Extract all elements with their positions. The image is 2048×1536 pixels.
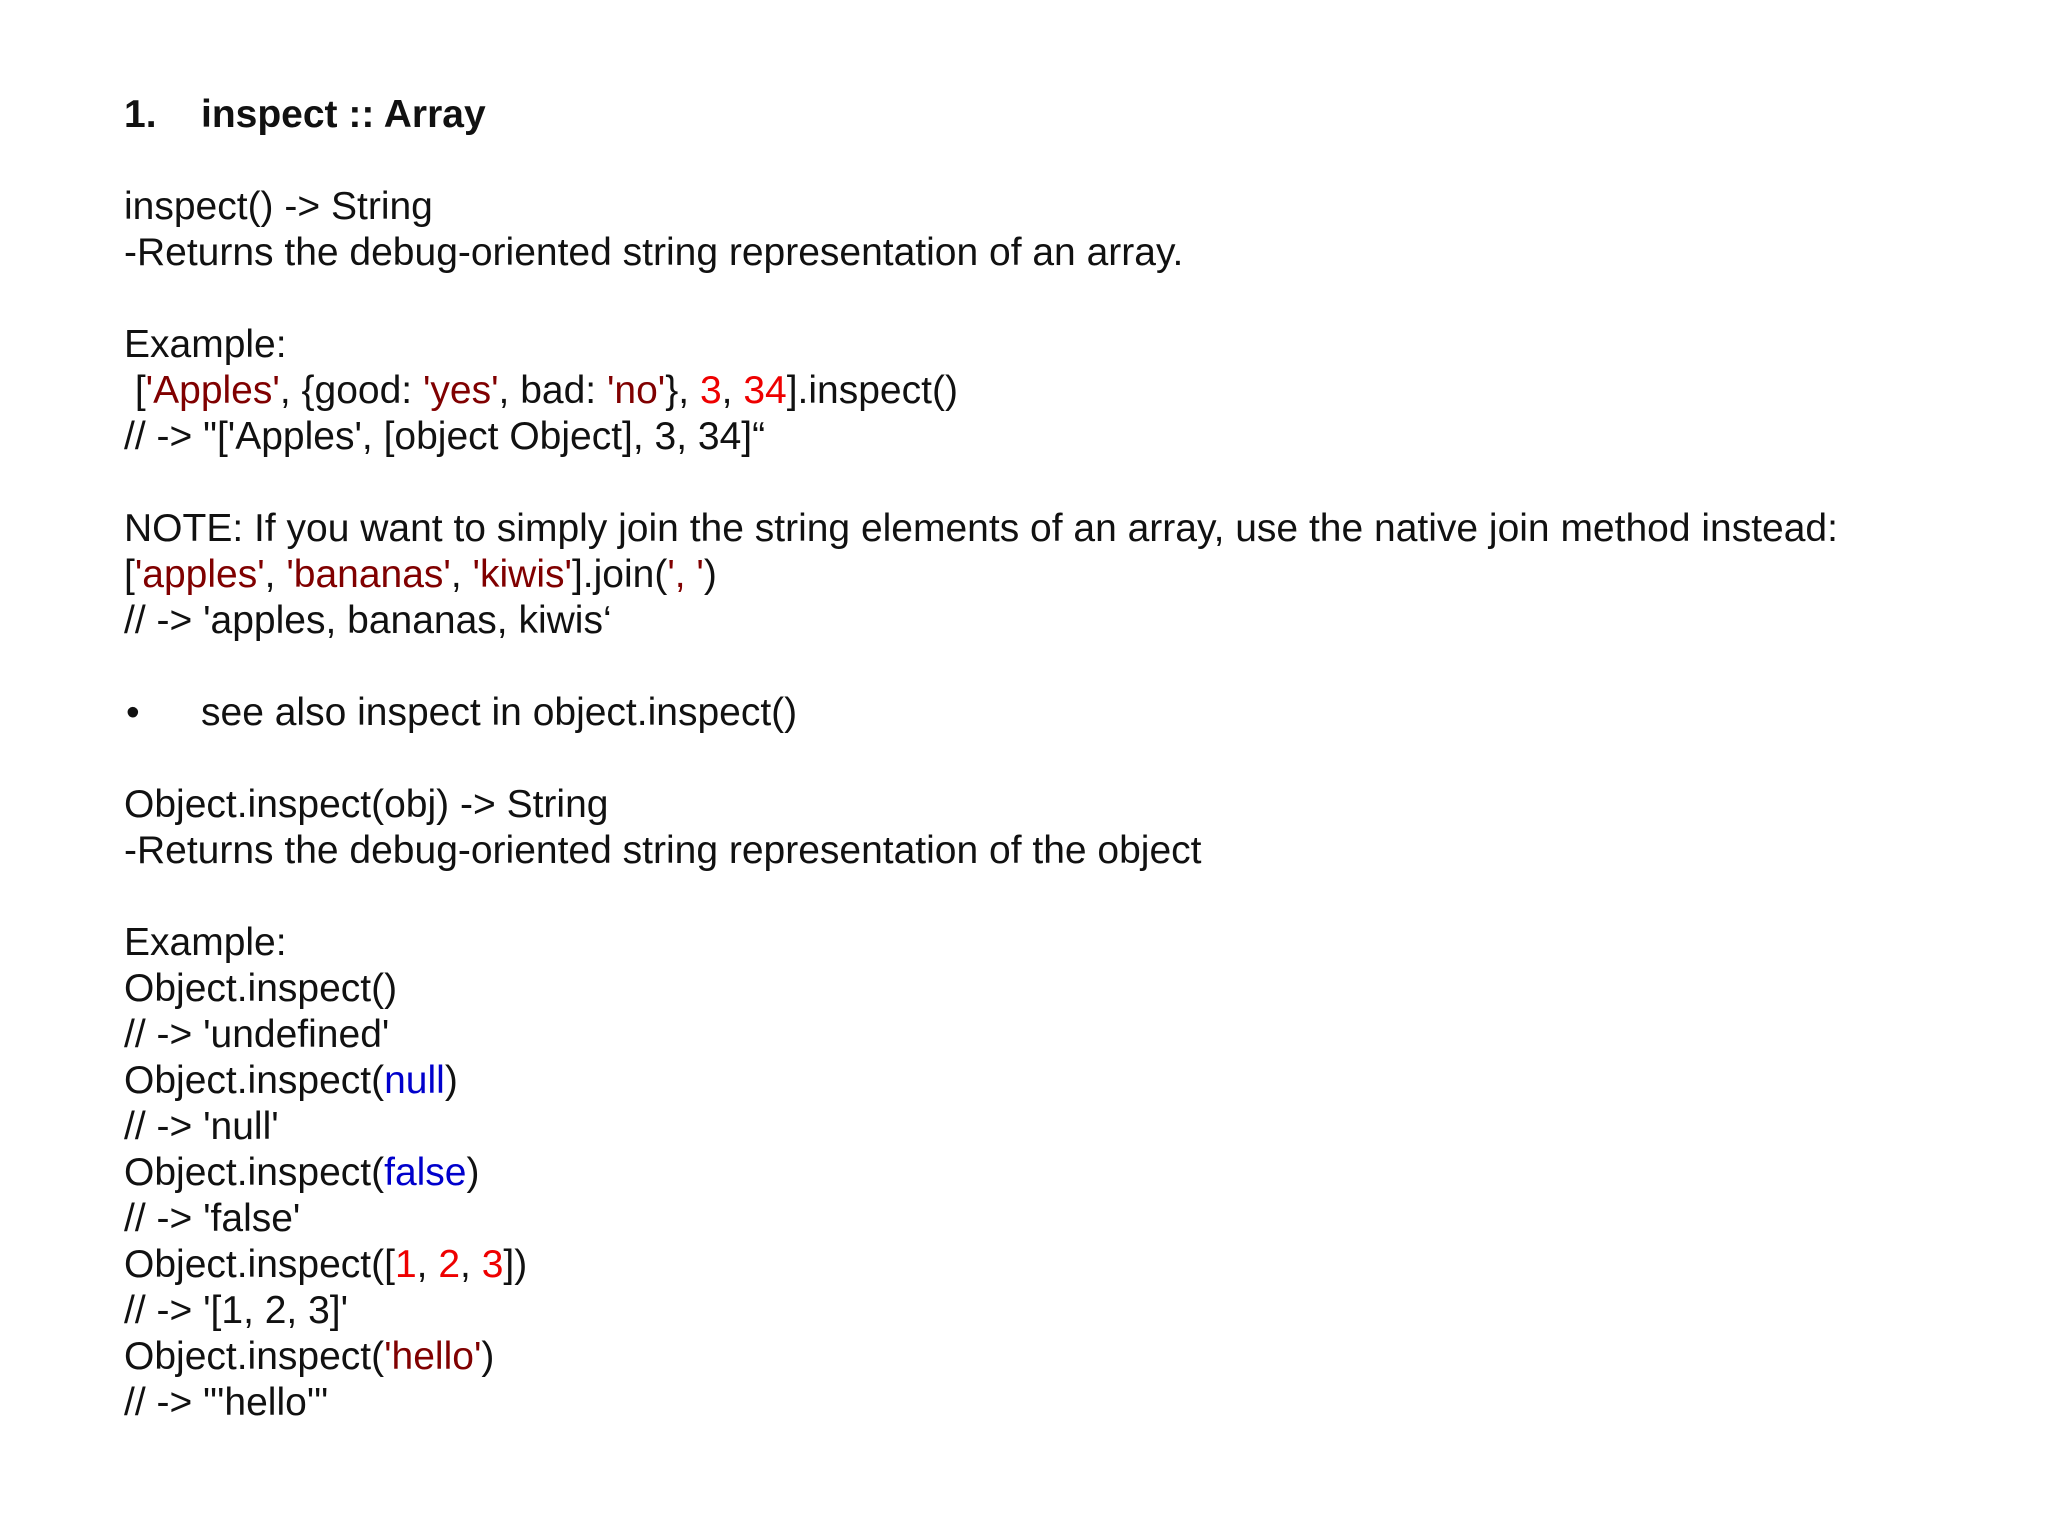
object-example-1-result: // -> 'undefined' (124, 1013, 390, 1056)
object-signature: Object.inspect(obj) -> String (124, 783, 609, 826)
array-example-code: ['Apples', {good: 'yes', bad: 'no'}, 3, 34].inspect() (124, 369, 958, 412)
spacer (124, 736, 2004, 782)
bullet-icon: • (126, 691, 140, 734)
object-example-2-result: // -> 'null' (124, 1105, 279, 1148)
spacer (124, 138, 2004, 184)
object-example-5-code: Object.inspect('hello') (124, 1335, 495, 1378)
spacer (124, 460, 2004, 506)
see-also-text: see also inspect in object.inspect() (201, 691, 798, 734)
section-heading (124, 92, 2004, 138)
object-example-5-result: // -> "'hello'" (124, 1381, 329, 1424)
object-example-1-code: Object.inspect() (124, 967, 398, 1010)
heading-title: inspect :: Array (201, 93, 486, 136)
object-example-4-code: Object.inspect([1, 2, 3]) (124, 1243, 528, 1286)
heading-number: 1. (124, 93, 157, 136)
object-description: -Returns the debug-oriented string representation of the object (124, 829, 1202, 872)
array-note: NOTE: If you want to simply join the string elements of an array, use the native join method instead: (124, 507, 1838, 550)
array-signature: inspect() -> String (124, 185, 433, 228)
spacer (124, 276, 2004, 322)
object-example-3-code: Object.inspect(false) (124, 1151, 480, 1194)
document-page (124, 92, 2004, 1426)
array-example-label: Example: (124, 323, 287, 366)
join-example-code: ['apples', 'bananas', 'kiwis'].join(', ') (124, 553, 717, 596)
object-example-2-code: Object.inspect(null) (124, 1059, 458, 1102)
spacer (124, 644, 2004, 690)
object-example-3-result: // -> 'false' (124, 1197, 301, 1240)
object-example-4-result: // -> '[1, 2, 3]' (124, 1289, 349, 1332)
array-example-result: // -> "['Apples', [object Object], 3, 34]“ (124, 415, 766, 458)
join-example-result: // -> 'apples, bananas, kiwis‘ (124, 599, 612, 642)
spacer (124, 874, 2004, 920)
see-also-item (124, 690, 2004, 736)
object-example-label: Example: (124, 921, 287, 964)
array-description: -Returns the debug-oriented string representation of an array. (124, 231, 1184, 274)
